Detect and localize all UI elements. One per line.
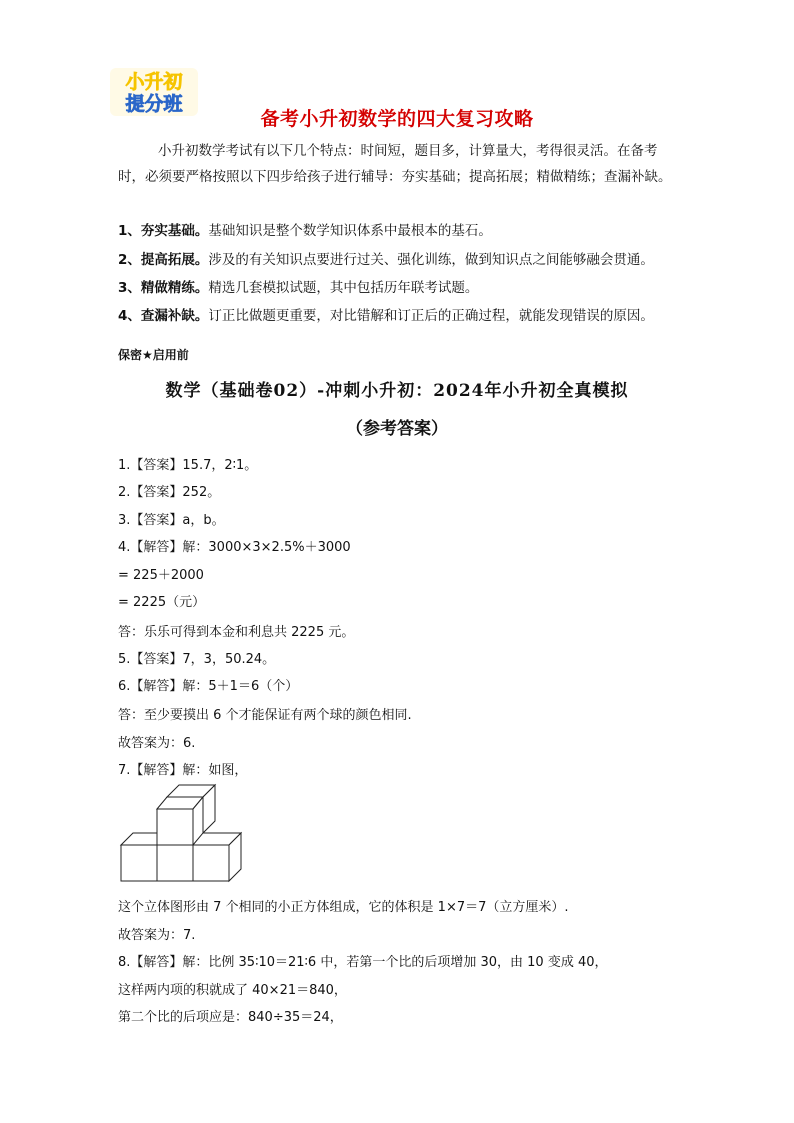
answer-line-12: 7.【解答】解：如图， (118, 763, 248, 778)
answer-line-7: 答：乐乐可得到本金和利息共 2225 元。 (118, 625, 355, 640)
tip-1-text: 基础知识是整个数学知识体系中最根本的基石。 (208, 223, 492, 239)
answer-line-15: 8.【解答】解：比例 35∶10＝21∶6 中，若第一个比的后项增加 30，由 10 变成 40， (118, 955, 608, 970)
tip-3-text: 精选几套模拟试题，其中包括历年联考试题。 (208, 280, 479, 296)
logo-line1: 小升初 (125, 71, 183, 93)
tip-2-text: 涉及的有关知识点要进行过关、强化训练，做到知识点之间能够融会贯通。 (208, 252, 654, 268)
answer-line-3: 3.【答案】a，b。 (118, 513, 225, 528)
logo-line2: 提分班 (125, 93, 183, 115)
tip-2-head: 2、提高拓展。 (118, 252, 209, 268)
answer-line-2: 2.【答案】252。 (118, 485, 221, 500)
answer-line-9: 6.【解答】解：5＋1＝6（个） (118, 679, 299, 694)
exam-title: 数学（基础卷02）-冲刺小升初：2024年小升初全真模拟 (165, 381, 629, 401)
exam-subtitle: （参考答案） (346, 419, 448, 439)
answer-line-4: 4.【解答】解：3000×3×2.5%＋3000 (118, 540, 351, 555)
intro-paragraph: 小升初数学考试有以下几个特点：时间短，题目多，计算量大，考得很灵活。在备考时，必须要严格按照以下四步给孩子进行辅导：夯实基础；提高拓展；精做精练；查漏补缺。 (118, 143, 672, 185)
secret-label: 保密★启用前 (118, 348, 189, 362)
answer-line-8: 5.【答案】7，3，50.24。 (118, 652, 276, 667)
header-title: 备考小升初数学的四大复习攻略 (260, 108, 534, 130)
tip-3-head: 3、精做精练。 (118, 280, 209, 296)
tip-4-text: 订正比做题更重要，对比错解和订正后的正确过程，就能发现错误的原因。 (208, 308, 654, 324)
cube-figure (118, 782, 242, 888)
answer-line-11: 故答案为：6. (118, 736, 196, 751)
tip-1-head: 1、夯实基础。 (118, 223, 209, 239)
answer-line-14: 故答案为：7. (118, 928, 196, 943)
answer-line-16: 这样两内项的积就成了 40×21＝840， (118, 983, 347, 998)
tip-2 (118, 248, 654, 268)
answer-line-6: = 2225（元） (118, 595, 206, 610)
answer-line-13: 这个立体图形由 7 个相同的小正方体组成，它的体积是 1×7＝7（立方厘米）. (118, 900, 569, 915)
answer-line-1: 1.【答案】15.7，2∶1。 (118, 458, 258, 473)
tip-1 (118, 219, 492, 239)
tip-3 (118, 276, 478, 296)
tip-4-head: 4、查漏补缺。 (118, 308, 209, 324)
answer-line-17: 第二个比的后项应是：840÷35＝24， (118, 1010, 343, 1025)
answer-line-10: 答：至少要摸出 6 个才能保证有两个球的颜色相同. (118, 708, 412, 723)
tip-4 (118, 304, 654, 324)
answer-line-5: = 225＋2000 (118, 568, 204, 583)
